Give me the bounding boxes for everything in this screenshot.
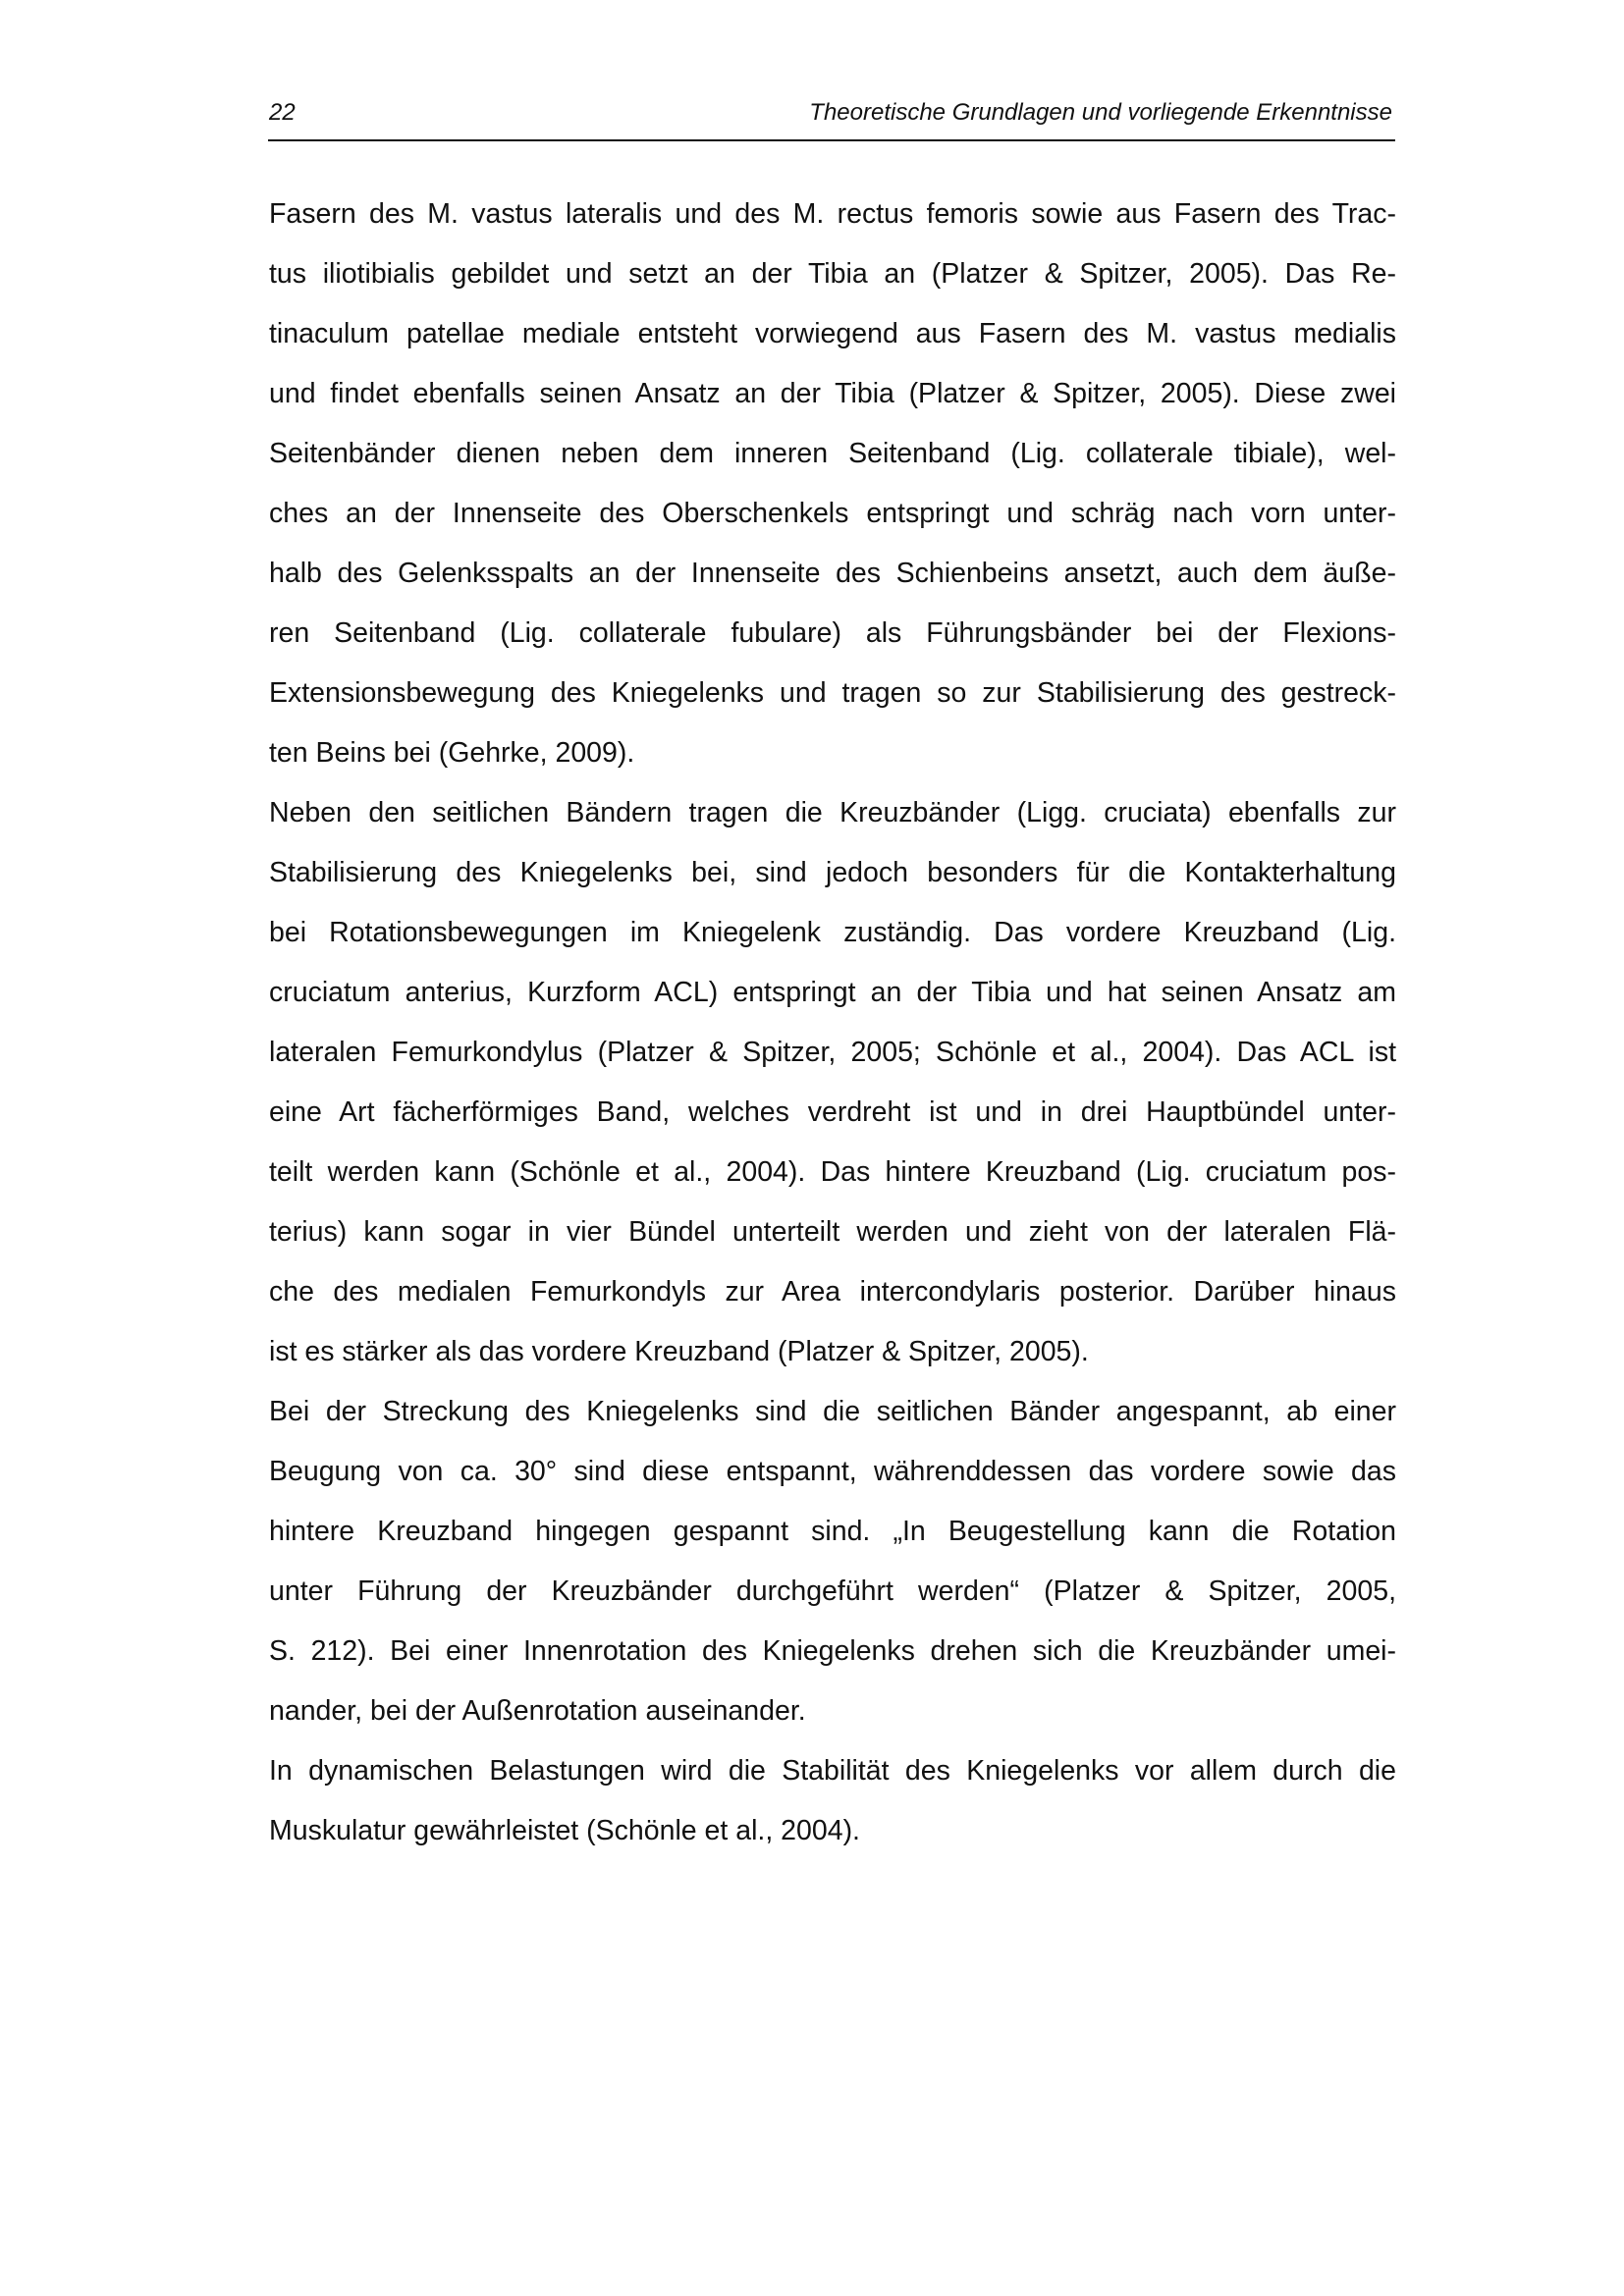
text-line: Seitenbänder dienen neben dem inneren Seitenband (Lig. collaterale tibiale), wel-	[269, 438, 1396, 469]
text-line: halb des Gelenksspalts an der Innenseite des Schienbeins ansetzt, auch dem äuße-	[269, 558, 1396, 589]
text-line: Fasern des M. vastus lateralis und des M. rectus femoris sowie aus Fasern des Trac-	[269, 198, 1396, 230]
text-line: und findet ebenfalls seinen Ansatz an der Tibia (Platzer & Spitzer, 2005). Diese zwei	[269, 378, 1396, 409]
text-line: Bei der Streckung des Kniegelenks sind die seitlichen Bänder angespannt, ab einer	[269, 1396, 1396, 1427]
running-title: Theoretische Grundlagen und vorliegende Erkenntnisse	[809, 99, 1392, 126]
text-line: Neben den seitlichen Bändern tragen die Kreuzbänder (Ligg. cruciata) ebenfalls zur	[269, 797, 1396, 828]
page-header	[268, 96, 1395, 141]
text-line: che des medialen Femurkondyls zur Area intercondylaris posterior. Darüber hinaus	[269, 1276, 1396, 1308]
text-line: nander, bei der Außenrotation auseinander.	[269, 1695, 806, 1727]
text-line: Muskulatur gewährleistet (Schönle et al., 2004).	[269, 1815, 860, 1846]
text-line: S. 212). Bei einer Innenrotation des Kniegelenks drehen sich die Kreuzbänder umei-	[269, 1635, 1396, 1667]
text-line: tus iliotibialis gebildet und setzt an der Tibia an (Platzer & Spitzer, 2005). Das Re-	[269, 258, 1396, 290]
page-number: 22	[269, 99, 296, 126]
text-line: ten Beins bei (Gehrke, 2009).	[269, 737, 635, 769]
text-line: teilt werden kann (Schönle et al., 2004). Das hintere Kreuzband (Lig. cruciatum pos-	[269, 1156, 1396, 1188]
text-line: Beugung von ca. 30° sind diese entspannt, währenddessen das vordere sowie das	[269, 1456, 1396, 1487]
body-text	[269, 185, 1396, 1861]
text-line: Extensionsbewegung des Kniegelenks und tragen so zur Stabilisierung des gestreck-	[269, 677, 1396, 709]
text-line: ist es stärker als das vordere Kreuzband (Platzer & Spitzer, 2005).	[269, 1336, 1089, 1367]
text-line: unter Führung der Kreuzbänder durchgeführt werden“ (Platzer & Spitzer, 2005,	[269, 1575, 1396, 1607]
text-line: Stabilisierung des Kniegelenks bei, sind jedoch besonders für die Kontakterhaltung	[269, 857, 1396, 888]
text-line: hintere Kreuzband hingegen gespannt sind. „In Beugestellung kann die Rotation	[269, 1516, 1396, 1547]
text-line: eine Art fächerförmiges Band, welches verdreht ist und in drei Hauptbündel unter-	[269, 1096, 1396, 1128]
text-line: terius) kann sogar in vier Bündel unterteilt werden und zieht von der lateralen Flä-	[269, 1216, 1396, 1248]
text-line: bei Rotationsbewegungen im Kniegelenk zuständig. Das vordere Kreuzband (Lig.	[269, 917, 1396, 948]
text-line: lateralen Femurkondylus (Platzer & Spitzer, 2005; Schönle et al., 2004). Das ACL ist	[269, 1037, 1396, 1068]
text-line: ren Seitenband (Lig. collaterale fubulare) als Führungsbänder bei der Flexions-	[269, 617, 1396, 649]
text-line: tinaculum patellae mediale entsteht vorwiegend aus Fasern des M. vastus medialis	[269, 318, 1396, 349]
text-line: cruciatum anterius, Kurzform ACL) entspringt an der Tibia und hat seinen Ansatz am	[269, 977, 1396, 1008]
text-line: ches an der Innenseite des Oberschenkels entspringt und schräg nach vorn unter-	[269, 498, 1396, 529]
text-line: In dynamischen Belastungen wird die Stabilität des Kniegelenks vor allem durch die	[269, 1755, 1396, 1787]
